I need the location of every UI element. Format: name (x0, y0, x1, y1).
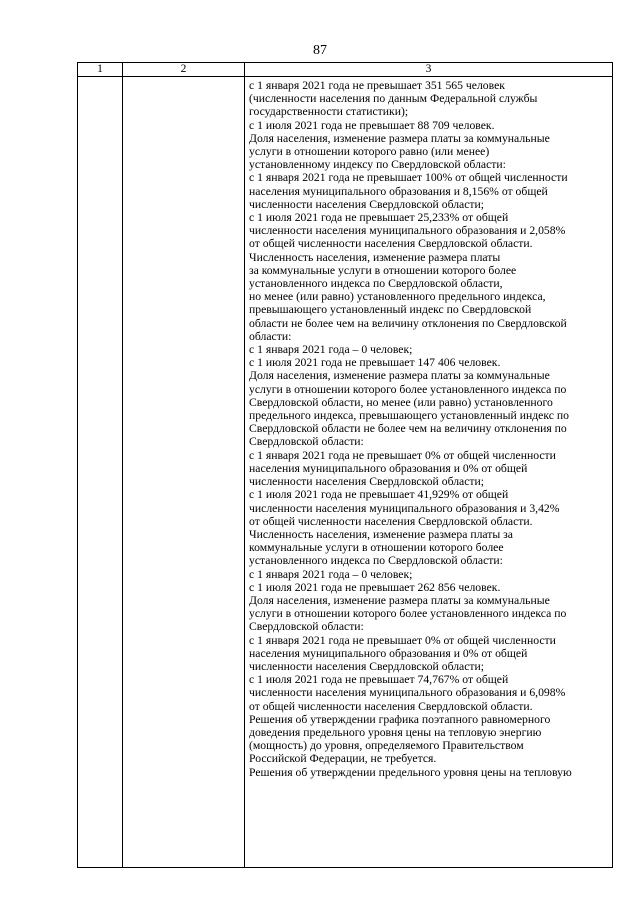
text-line: Доля населения, изменение размера платы за коммунальные (249, 131, 550, 145)
cell-col-1 (78, 77, 123, 868)
text-line: области не более чем на величину отклонения по Свердловской (249, 316, 567, 330)
text-line: за коммунальные услуги в отношении которого более (249, 263, 517, 277)
text-line: численности населения Свердловской области; (249, 197, 485, 211)
text-line: услуги в отношении которого более установленного индекса по (249, 607, 567, 621)
text-line: государственности статистики); (249, 105, 409, 119)
text-line: от общей численности населения Свердловской области. (249, 514, 533, 528)
text-line: Свердловской области не более чем на величину отклонения по (249, 422, 567, 436)
text-line: с 1 января 2021 года не превышает 0% от общей численности (249, 633, 556, 647)
text-line: Доля населения, изменение размера платы за коммунальные (249, 369, 550, 383)
header-col-2: 2 (123, 63, 245, 77)
text-line: превышающего установленный индекс по Свердловской (249, 303, 532, 317)
text-line: Российской Федерации, не требуется. (249, 752, 437, 766)
text-line: с 1 июля 2021 года не превышает 25,233% от общей (249, 211, 509, 225)
cell-col-3 (245, 77, 613, 868)
text-line: численности населения Свердловской области; (249, 475, 485, 489)
text-line: населения муниципального образования и 0% от общей (249, 646, 528, 660)
header-col-3: 3 (245, 63, 613, 77)
text-line: Численность населения, изменение размера платы за (249, 527, 513, 541)
text-line: от общей численности населения Свердловской области. (249, 699, 533, 713)
text-line: с 1 января 2021 года – 0 человек; (249, 567, 413, 581)
text-line: Свердловской области, но менее (или равно) установленного (249, 395, 553, 409)
text-line: доведения предельного уровня цены на тепловую энергию (249, 725, 542, 739)
text-line: с 1 июля 2021 года не превышает 147 406 человек. (249, 356, 501, 370)
text-line: установленному индексу по Свердловской области: (249, 158, 506, 172)
text-line: с 1 января 2021 года не превышает 100% от общей численности (249, 171, 568, 185)
header-col-1: 1 (78, 63, 123, 77)
text-line: с 1 июля 2021 года не превышает 88 709 человек. (249, 118, 495, 132)
cell-col-3-text (245, 77, 612, 867)
text-line: с 1 июля 2021 года не превышает 262 856 человек. (249, 580, 501, 594)
text-line: Решения об утверждении графика поэтапного равномерного (249, 712, 551, 726)
text-line: услуги в отношении которого более установленного индекса по (249, 382, 567, 396)
text-line: Свердловской области: (249, 435, 364, 449)
text-line: численности населения Свердловской области; (249, 659, 485, 673)
text-line: численности населения муниципального образования и 3,42% (249, 501, 560, 515)
text-line: с 1 января 2021 года не превышает 0% от общей численности (249, 448, 556, 462)
text-line: с 1 июля 2021 года не превышает 41,929% от общей (249, 488, 509, 502)
cell-col-2 (123, 77, 245, 868)
text-line: населения муниципального образования и 0% от общей (249, 461, 528, 475)
text-line: установленного индекса по Свердловской области, (249, 277, 503, 291)
text-line: Свердловской области: (249, 620, 364, 634)
text-line: установленного индекса по Свердловской области: (249, 554, 503, 568)
text-line: услуги в отношении которого равно (или менее) (249, 145, 490, 159)
text-line: (численности населения по данным Федеральной службы (249, 92, 538, 106)
text-line: но менее (или равно) установленного предельного индекса, (249, 290, 546, 304)
document-table (77, 62, 613, 868)
page-number: 87 (313, 43, 327, 58)
text-line: коммунальные услуги в отношении которого более (249, 541, 504, 555)
text-line: Решения об утверждении предельного уровня цены на тепловую (249, 765, 572, 779)
text-line: с 1 января 2021 года не превышает 351 565 человек (249, 79, 505, 92)
text-line: Доля населения, изменение размера платы за коммунальные (249, 593, 550, 607)
text-line: с 1 января 2021 года – 0 человек; (249, 343, 413, 357)
text-line: населения муниципального образования и 8,156% от общей (249, 184, 548, 198)
text-line: с 1 июля 2021 года не превышает 74,767% от общей (249, 673, 509, 687)
text-line: (мощность) до уровня, определяемого Правительством (249, 739, 524, 753)
text-line: Численность населения, изменение размера платы (249, 250, 501, 264)
text-line: численности населения муниципального образования и 6,098% (249, 686, 566, 700)
table-header-row (78, 63, 613, 77)
text-line: от общей численности населения Свердловской области. (249, 237, 533, 251)
text-line: области: (249, 329, 292, 343)
table-row (78, 77, 613, 868)
text-line: численности населения муниципального образования и 2,058% (249, 224, 566, 238)
text-line: предельного индекса, превышающего установленный индекс по (249, 409, 569, 423)
